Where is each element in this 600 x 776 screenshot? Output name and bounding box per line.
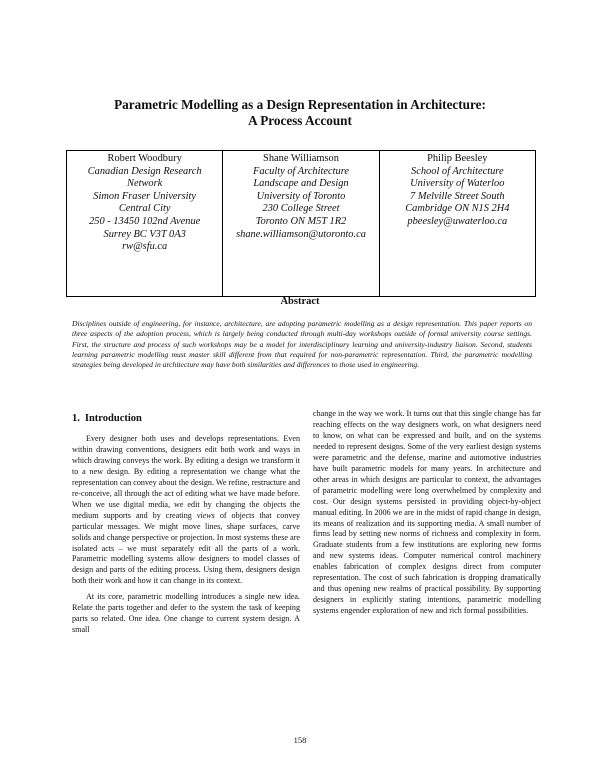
- section-title: Introduction: [84, 413, 142, 424]
- author-email: shane.williamson@utoronto.ca: [236, 228, 366, 240]
- title-line-1: Parametric Modelling as a Design Representation in Architecture:: [114, 97, 486, 112]
- paragraph-text: Every designer both uses and develops representations. Even within drawing conventions, designers edit both work and ways in which drawing conveys the work. By editing a design we transform it to a new design. By editing a representation we change what the representation can convey about the design. We refine, restructure and re-conceive, all through the act of editing what we have made before. When we use digital media, we edit by changing the objects the medium supports and by creating: [72, 434, 300, 520]
- author-name: Philip Beesley: [427, 153, 488, 164]
- author-affiliation-line: University of Toronto: [256, 190, 346, 202]
- author-affiliation-line: School of Architecture: [411, 165, 504, 177]
- paragraph: [72, 434, 300, 587]
- author-affiliation-line: Network: [127, 178, 163, 190]
- right-column: [313, 409, 541, 617]
- author-name: Robert Woodbury: [107, 153, 182, 164]
- title-line-2: A Process Account: [248, 113, 352, 128]
- author-affiliation-line: Landscape and Design: [253, 178, 349, 190]
- author-block-1: [67, 151, 222, 296]
- author-name: Shane Williamson: [263, 153, 339, 164]
- author-affiliation-line: Central City: [118, 203, 171, 215]
- author-block-3: [379, 151, 535, 296]
- abstract-heading: Abstract: [280, 296, 320, 307]
- author-affiliation-line: 250 - 13450 102nd Avenue: [89, 215, 201, 227]
- author-affiliation-line: Faculty of Architecture: [252, 165, 349, 177]
- page-number: 158: [293, 735, 307, 745]
- section-number: 1.: [72, 413, 80, 424]
- abstract-text: Disciplines outside of engineering, for instance, architecture, are adopting parametric modelling as a design representation. This paper reports on three aspects of the adoption process, which is largely being conducted through multi-day workshops outside of formal university course settings. First, the structure and process of such workshops may be a model for interdisciplinary learning and university-industry liaison. Second, students learning parametric modelling must master skill different from that required for non-parametric representation. Third, the parametric modelling strategies being developed in architecture may have both similarities and differences to those used in engineering.: [72, 319, 532, 370]
- author-affiliation-line: 7 Melville Street South: [410, 190, 505, 202]
- paragraph: change in the way we work. It turns out that this single change has far reaching effects on the way designers work, on what designers need to know, on what can be expressed and built, and on the systems needed to represent designs. Some of the very earliest design systems were parametric and the defense, marine and automotive industries have built parametric models for many years. In architecture and other areas in which designs are particular to context, the advantages of parametric modelling were long overwhelmed by complexity and cost. Our design systems persisted in providing object-by-object manual editing. In 2006 we are in the midst of rapid change in design, its means of realization and its supporting media. A small number of firms lead by setting new norms of richness and complexity in form. Graduate students from a few institutions are exploring new forms and new systems ideas. Computer numerical control machinery enables fabrication of complex designs direct from computer representation. The cost of such fabrication is dropping dramatically and thus opening new realms of practical possibility. By supporting designers in explicitly stating intentions, parametric modelling systems engender exploration of new and rich formal possibilities.: [313, 409, 541, 616]
- author-affiliation-line: Canadian Design Research: [87, 165, 202, 177]
- author-affiliation-line: Toronto ON M5T 1R2: [255, 215, 347, 227]
- author-block-2: [222, 151, 378, 296]
- author-affiliation-line: 230 College Street: [262, 203, 340, 215]
- paragraph: At its core, parametric modelling introduces a single new idea. Relate the parts together and defer to the system the task of keeping parts so related. One idea. One change to current system design. A small: [72, 592, 300, 635]
- author-affiliation-line: Simon Fraser University: [93, 190, 197, 202]
- author-table: [66, 150, 536, 297]
- emphasis-text: views: [196, 510, 215, 520]
- paragraph-text: of objects that convey particular messages. We might move lines, shape surfaces, carve solids and change perspective or projection. In most systems these are isolated acts – we must separately edit all the parts of a work. Parametric modelling systems allow designers to model classes of design and parts of the editing process. Using them, designers design both their work and how it can change in its context.: [72, 510, 300, 586]
- author-email: pbeesley@uwaterloo.ca: [407, 215, 508, 227]
- author-affiliation-line: University of Waterloo: [410, 178, 505, 190]
- author-affiliation-line: Cambridge ON N1S 2H4: [405, 203, 510, 215]
- author-affiliation-line: Surrey BC V3T 0A3: [103, 228, 186, 240]
- author-email: rw@sfu.ca: [122, 241, 168, 253]
- section-heading: [72, 412, 300, 425]
- paper-title: [60, 97, 540, 129]
- left-column: [72, 412, 300, 636]
